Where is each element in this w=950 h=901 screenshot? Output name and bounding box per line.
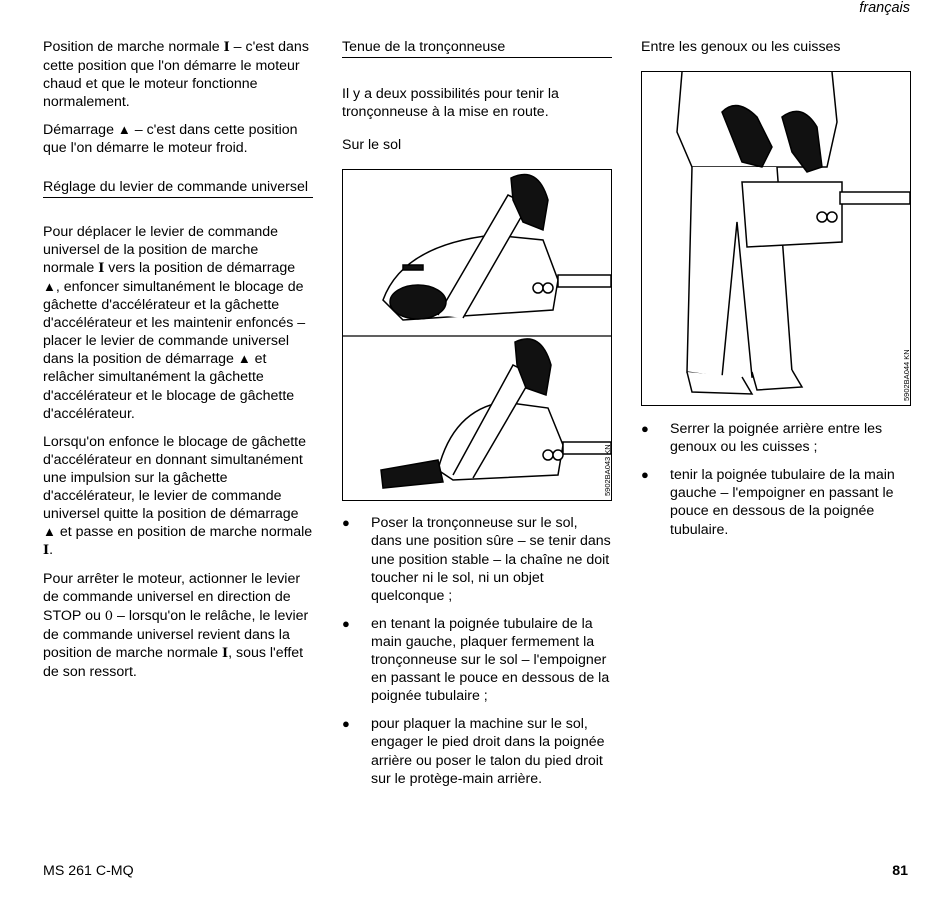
footer-model: MS 261 C-MQ	[43, 863, 134, 879]
column-right	[641, 38, 911, 539]
list-item: ● Poser la tronçonneuse sur le sol, dans une position sûre – se tenir dans une position stable – la chaîne ne doit toucher ni le sol, ni un objet quelconque ;	[342, 514, 612, 604]
ground-bullet-list	[342, 514, 612, 787]
paragraph-holding-intro: Il y a deux possibilités pour tenir la tronçonneuse à la mise en route.	[342, 86, 559, 121]
figure-knees-start	[641, 71, 911, 406]
list-item: ● en tenant la poignée tubulaire de la main gauche, plaquer fermement la tronçonneuse sur le sol – l'empoigner en passant le pouce en dessous de la poignée tubulaire ;	[342, 615, 612, 705]
section-heading-holding: Tenue de la tronçonneuse	[342, 38, 612, 58]
knees-bullet-list	[641, 420, 911, 539]
chainsaw-knees-illustration	[642, 72, 910, 405]
list-item: ● pour plaquer la machine sur le sol, engager le pied droit dans la poignée arrière ou poser le talon du pied droit sur le protège-main arrière.	[342, 715, 612, 787]
column-middle	[342, 38, 612, 788]
page-number: 81	[892, 863, 908, 879]
paragraph-start-position: Démarrage ▲ – c'est dans cette position que l'on démarre le moteur froid.	[43, 122, 298, 157]
column-left	[43, 38, 313, 681]
language-label: français	[859, 0, 910, 16]
section-heading-lever: Réglage du levier de commande universel	[43, 178, 313, 198]
paragraph-normal-position: Position de marche normale I – c'est dans cette position que l'on démarre le moteur chaud et que le moteur fonctionne normalement.	[43, 39, 309, 111]
figure-ground-start	[342, 169, 612, 501]
figure-code-ground: 5902BA043 KN	[603, 444, 612, 497]
subheading-ground: Sur le sol	[342, 137, 402, 154]
paragraph-stop-engine: Pour arrêter le moteur, actionner le levier de commande universel en direction de STOP ou 0 – lorsqu'on le relâche, le levier de commande universel revient dans la position de marche normale I, sous l'effet de son ressort.	[43, 571, 309, 680]
list-item: ● Serrer la poignée arrière entre les genoux ou les cuisses ;	[641, 420, 911, 456]
list-item: ● tenir la poignée tubulaire de la main gauche – l'empoigner en passant le pouce en dessous de la poignée tubulaire.	[641, 466, 911, 538]
paragraph-throttle-lock: Lorsqu'on enfonce le blocage de gâchette d'accélérateur en donnant simultanément une impulsion sur la gâchette d'accélérateur, le levier de commande universel quitte la position de démarrage ▲ et passe en position de marche normale I.	[43, 433, 313, 559]
chainsaw-ground-illustration	[343, 170, 611, 500]
section-heading-knees: Entre les genoux ou les cuisses	[641, 39, 841, 55]
figure-code-knees: 5902BA044 KN	[902, 349, 911, 402]
paragraph-lever-instructions: Pour déplacer le levier de commande universel de la position de marche normale I vers la position de démarrage ▲, enfoncer simultanément le blocage de gâchette d'accélérateur et la gâchette d'accélérateur et les maintenir enfoncés – placer le levier de commande universel dans la position de démarrage ▲ et relâcher simultanément la gâchette d'accélérateur et le blocage de gâchette d'accélérateur.	[43, 223, 306, 422]
